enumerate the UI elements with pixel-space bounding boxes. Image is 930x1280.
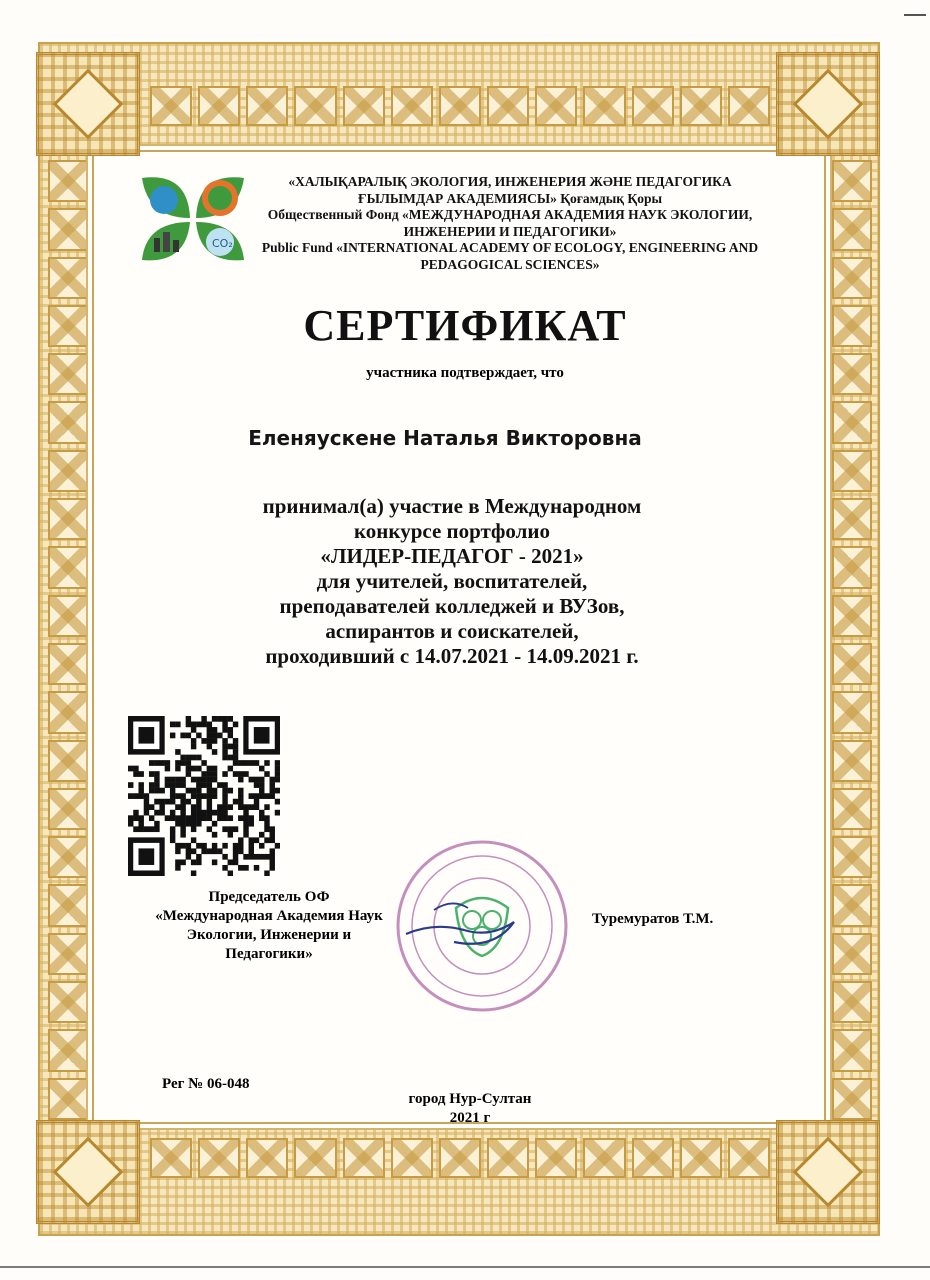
corner-ornament-bottom-left [36,1120,140,1224]
round-seal-icon [394,838,570,1014]
body-line: преподавателей колледжей и ВУЗов, [279,594,625,618]
corner-ornament-top-right [776,52,880,156]
issue-year: 2021 г [449,1110,491,1126]
body-line: «ЛИДЕР-ПЕДАГОГ - 2021» [320,544,584,568]
corner-ornament-bottom-right [776,1120,880,1224]
scan-edge-line [0,1266,930,1268]
qr-code-icon[interactable] [128,716,280,876]
recipient-name: Еленяускене Наталья Викторовна [248,426,642,450]
chair-line: Председатель ОФ [208,889,330,905]
corner-ornament-top-left [36,52,140,156]
body-line: проходивший с 14.07.2021 - 14.09.2021 г. [265,644,639,668]
frame-bottom-tiles [150,1138,770,1178]
issue-place-date [380,1090,560,1128]
certificate-body-text [0,494,904,669]
body-line: конкурсе портфолио [353,519,550,543]
registration-number: Рег № 06-048 [162,1076,250,1092]
ecology-logo-icon [138,168,248,268]
chair-line: «Международная Академия Наук [155,908,383,924]
scan-edge-mark [904,14,926,16]
chair-line: Экологии, Инженерии и [186,927,352,943]
signer-name: Туремуратов Т.М. [592,911,714,927]
svg-text:CO₂: CO₂ [212,237,233,250]
body-line: для учителей, воспитателей, [316,569,588,593]
chair-signature-block [128,888,410,964]
certificate-subtitle: участника подтверждает, что [366,365,564,381]
organization-header [250,174,770,273]
org-name-ru: Общественный Фонд «МЕЖДУНАРОДНАЯ АКАДЕМИЯ НАУК ЭКОЛОГИИ, ИНЖЕНЕРИИ И ПЕДАГОГИКИ» [267,207,753,239]
body-line: аспирантов и соискателей, [325,619,579,643]
body-line: принимал(а) участие в Международном [262,494,642,518]
org-name-en: Public Fund «INTERNATIONAL ACADEMY OF ECOLOGY, ENGINEERING AND PEDAGOGICAL SCIENCES» [261,240,759,272]
issue-city: город Нур-Султан [408,1091,532,1107]
frame-top-tiles [150,86,770,126]
org-name-kz: «ХАЛЫҚАРАЛЫҚ ЭКОЛОГИЯ, ИНЖЕНЕРИЯ ЖӘНЕ ПЕДАГОГИКА ҒЫЛЫМДАР АКАДЕМИЯСЫ» Қоғамдық Қоры [288,174,732,206]
chair-line: Педагогики» [225,946,313,962]
certificate-title: СЕРТИФИКАТ [303,301,627,350]
